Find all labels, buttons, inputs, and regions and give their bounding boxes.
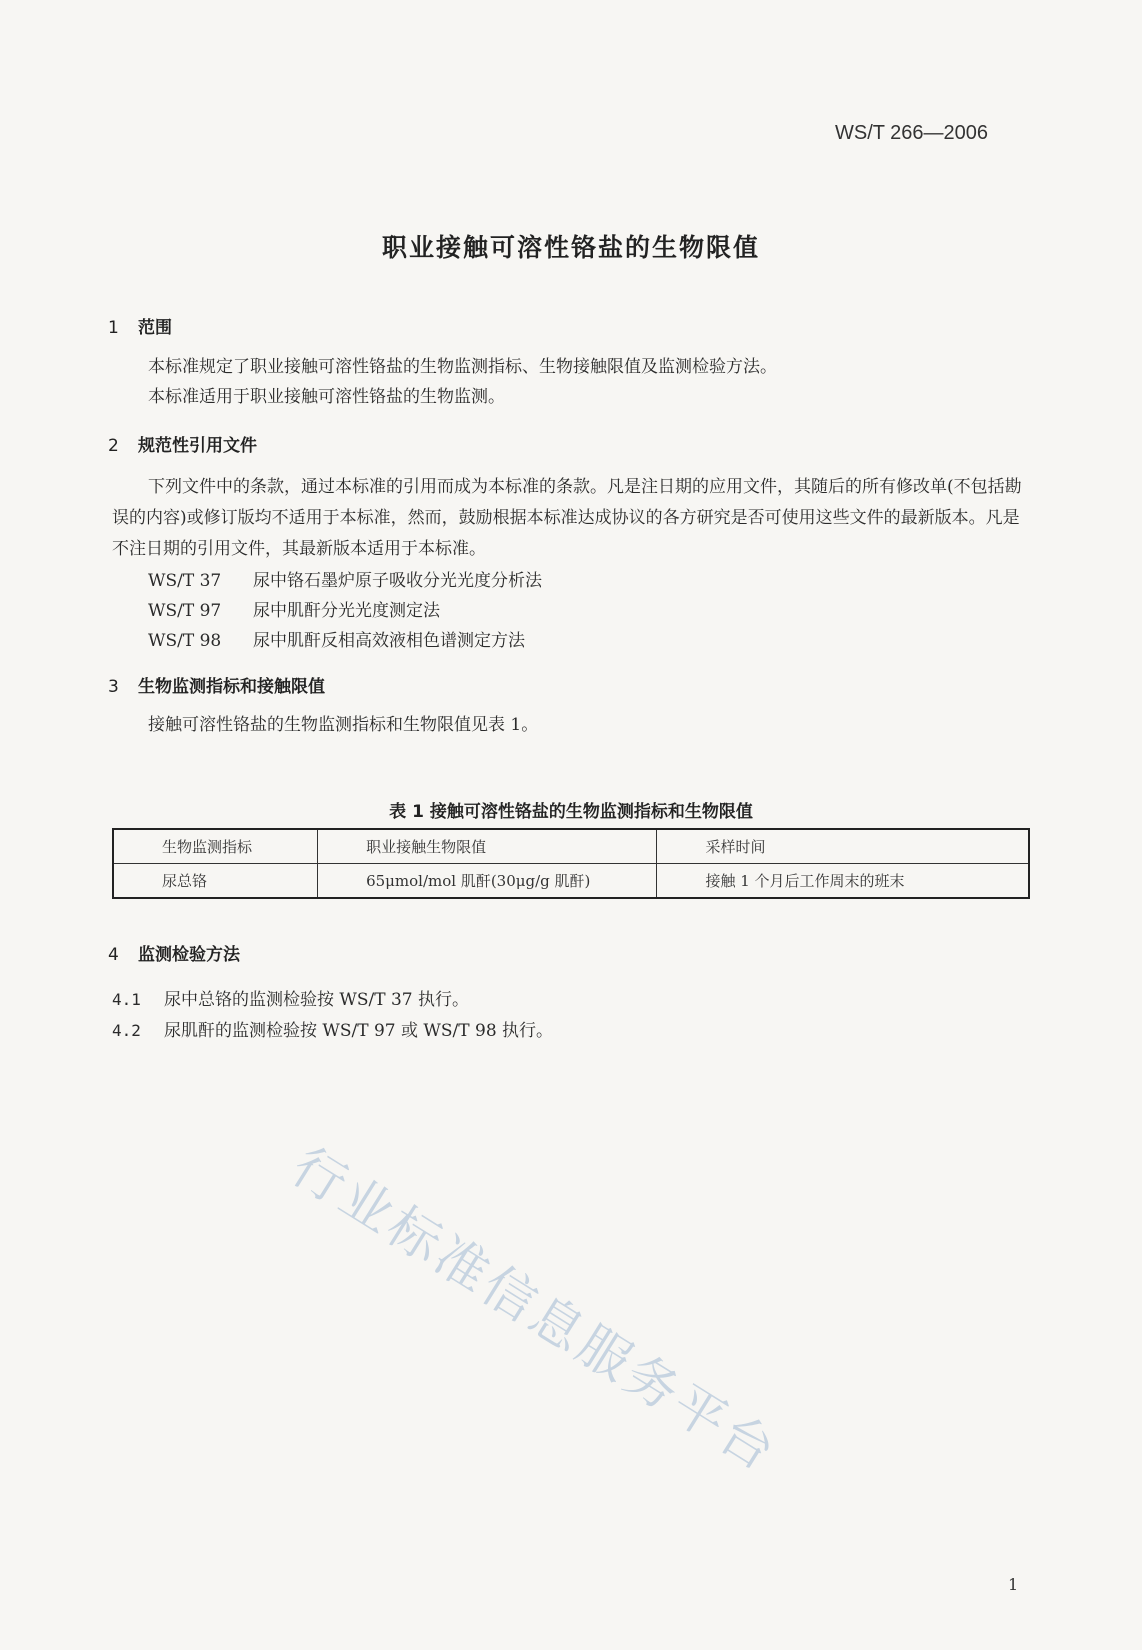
subsection-item	[112, 985, 469, 1010]
table-header-cell: 生物监测指标	[113, 829, 318, 864]
table-row	[113, 864, 1029, 899]
table-cell: 65μmol/mol 肌酐(30μg/g 肌酐)	[318, 864, 657, 899]
section-title: 生物监测指标和接触限值	[138, 677, 325, 697]
subsection-number: 4.1	[112, 990, 141, 1009]
section-2-heading	[108, 431, 257, 456]
table-caption: 表 1 接触可溶性铬盐的生物监测指标和生物限值	[389, 802, 753, 822]
reference-code: WS/T 97	[148, 601, 222, 621]
reference-item	[148, 596, 440, 621]
section-4-heading	[108, 940, 240, 965]
standard-code: WS/T 266—2006	[835, 122, 989, 144]
page-number: 1	[1008, 1575, 1019, 1594]
table-cell: 尿总铬	[113, 864, 318, 899]
section-1-paragraph-1: 本标准规定了职业接触可溶性铬盐的生物监测指标、生物接触限值及监测检验方法。	[148, 357, 777, 377]
section-1-heading	[108, 313, 172, 338]
section-3-heading	[108, 672, 325, 697]
subsection-text: 尿肌酐的监测检验按 WS/T 97 或 WS/T 98 执行。	[164, 1021, 554, 1041]
reference-code: WS/T 98	[148, 631, 222, 651]
table-header-cell: 职业接触生物限值	[318, 829, 657, 864]
reference-item	[148, 566, 542, 591]
limits-table	[112, 828, 1030, 899]
reference-title: 尿中铬石墨炉原子吸收分光光度分析法	[253, 571, 542, 591]
section-number: 4	[108, 945, 119, 965]
table-cell: 接触 1 个月后工作周末的班末	[657, 864, 1029, 899]
reference-title: 尿中肌酐分光光度测定法	[253, 601, 440, 621]
reference-code: WS/T 37	[148, 571, 222, 591]
section-number: 1	[108, 318, 119, 338]
table-header-row	[113, 829, 1029, 864]
subsection-number: 4.2	[112, 1021, 141, 1040]
section-1-paragraph-2: 本标准适用于职业接触可溶性铬盐的生物监测。	[148, 387, 505, 407]
subsection-text: 尿中总铬的监测检验按 WS/T 37 执行。	[164, 990, 470, 1010]
section-2-paragraph: 下列文件中的条款，通过本标准的引用而成为本标准的条款。凡是注日期的应用文件，其随后的所有修改单(不包括勘误的内容)或修订版均不适用于本标准，然而，鼓励根据本标准达成协议的各方研究是否可使用这些文件的最新版本。凡是不注日期的引用文件，其最新版本适用于本标准。	[112, 477, 1022, 559]
subsection-item	[112, 1016, 553, 1041]
section-title: 规范性引用文件	[138, 436, 257, 456]
section-number: 3	[108, 677, 119, 697]
table-header-cell: 采样时间	[657, 829, 1029, 864]
reference-title: 尿中肌酐反相高效液相色谱测定方法	[253, 631, 525, 651]
section-3-paragraph: 接触可溶性铬盐的生物监测指标和生物限值见表 1。	[148, 715, 539, 735]
watermark: 行业标准信息服务平台	[281, 1136, 788, 1485]
section-title: 监测检验方法	[138, 945, 240, 965]
document-title: 职业接触可溶性铬盐的生物限值	[381, 233, 760, 262]
reference-item	[148, 626, 525, 651]
section-title: 范围	[138, 318, 172, 338]
section-number: 2	[108, 436, 119, 456]
